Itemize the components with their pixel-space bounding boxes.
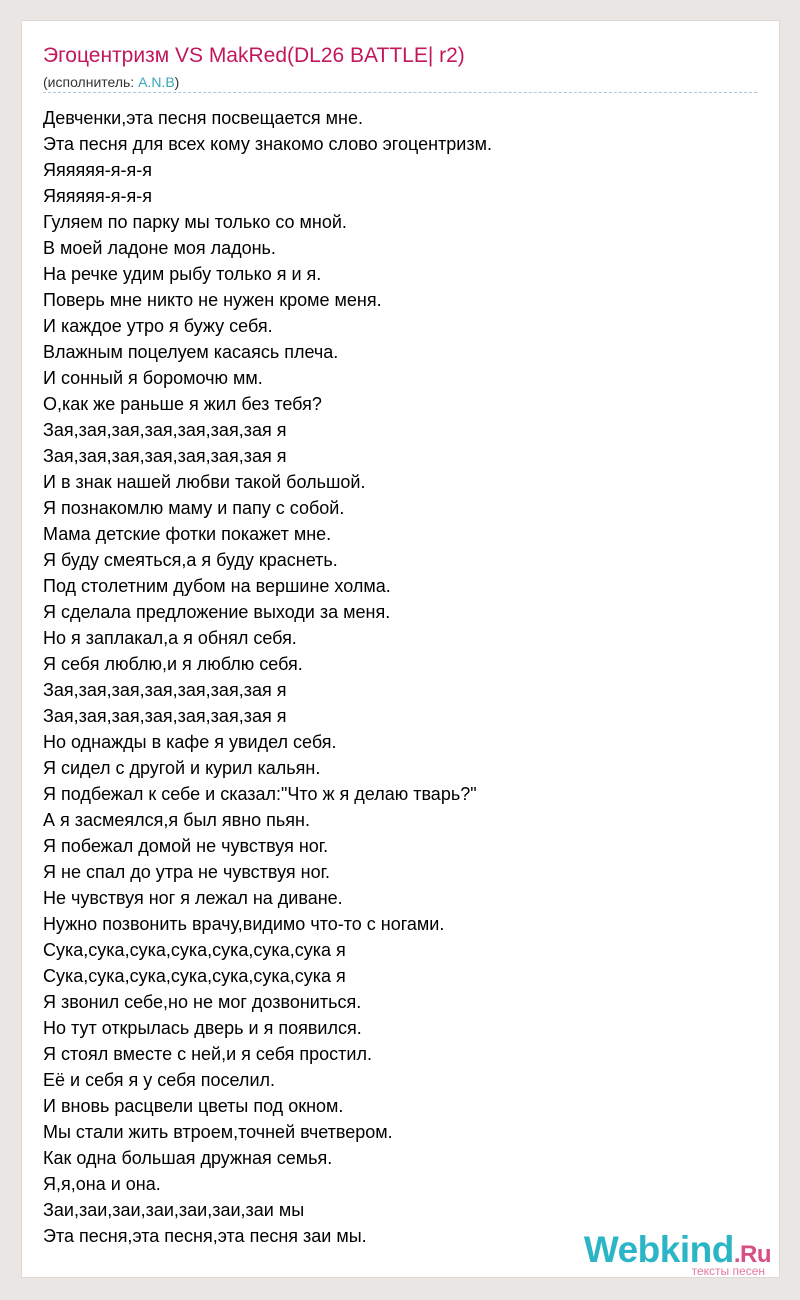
site-logo[interactable] [581, 1230, 771, 1278]
lyric-line: Я не спал до утра не чувствуя ног. [43, 862, 330, 882]
logo-tagline: тексты песен [691, 1264, 765, 1278]
lyric-line: Я сделала предложение выходи за меня. [43, 602, 391, 622]
lyric-line: В моей ладоне моя ладонь. [43, 238, 276, 258]
lyric-line: Поверь мне никто не нужен кроме меня. [43, 290, 382, 310]
logo-tld: .Ru [733, 1241, 771, 1268]
lyric-line: Заи,заи,заи,заи,заи,заи,заи мы [43, 1200, 305, 1220]
lyric-line: Но я заплакал,а я обнял себя. [43, 628, 297, 648]
lyric-line: Зая,зая,зая,зая,зая,зая,зая я [43, 420, 287, 440]
lyric-line: Сука,сука,сука,сука,сука,сука,сука я [43, 966, 346, 986]
lyric-line: Я стоял вместе с ней,и я себя простил. [43, 1044, 372, 1064]
lyric-line: Я подбежал к себе и сказал:"Что ж я делаю тварь?" [43, 784, 477, 804]
lyric-line: Не чувствуя ног я лежал на диване. [43, 888, 343, 908]
lyric-line: Гуляем по парку мы только со мной. [43, 212, 347, 232]
lyric-line: Сука,сука,сука,сука,сука,сука,сука я [43, 940, 346, 960]
lyric-line: Мы стали жить втроем,точней вчетвером. [43, 1122, 393, 1142]
lyric-line: И сонный я боромочю мм. [43, 368, 263, 388]
artist-link[interactable]: A.N.B [138, 74, 175, 90]
lyric-line: Эта песня,эта песня,эта песня заи мы. [43, 1226, 367, 1246]
title-divider [43, 92, 757, 93]
lyric-line: Девченки,эта песня посвещается мне. [43, 108, 363, 128]
lyric-line: Я звонил себе,но не мог дозвониться. [43, 992, 362, 1012]
lyric-line: Я побежал домой не чувствуя ног. [43, 836, 329, 856]
lyric-line: И в знак нашей любви такой большой. [43, 472, 366, 492]
lyric-line: Но однажды в кафе я увидел себя. [43, 732, 337, 752]
lyric-line: Как одна большая дружная семья. [43, 1148, 333, 1168]
artist-suffix: ) [174, 74, 180, 90]
lyric-line: И вновь расцвели цветы под окном. [43, 1096, 344, 1116]
lyric-line: А я засмеялся,я был явно пьян. [43, 810, 310, 830]
artist-line [43, 73, 179, 91]
lyric-line: И каждое утро я бужу себя. [43, 316, 273, 336]
lyric-line: Эта песня для всех кому знакомо слово эгоцентризм. [43, 134, 492, 154]
lyric-line: Яяяяяя-я-я-я [43, 186, 152, 206]
lyric-line: На речке удим рыбу только я и я. [43, 264, 322, 284]
lyric-line: Я буду смеяться,а я буду краснеть. [43, 550, 338, 570]
lyric-line: Я сидел с другой и курил кальян. [43, 758, 321, 778]
lyric-line: Я,я,она и она. [43, 1174, 161, 1194]
lyric-line: Я познакомлю маму и папу с собой. [43, 498, 345, 518]
lyrics-text [43, 105, 492, 1249]
lyric-line: Её и себя я у себя поселил. [43, 1070, 275, 1090]
lyric-line: Но тут открылась дверь и я появился. [43, 1018, 362, 1038]
lyric-line: Зая,зая,зая,зая,зая,зая,зая я [43, 680, 287, 700]
lyric-line: Зая,зая,зая,зая,зая,зая,зая я [43, 446, 287, 466]
lyric-line: Влажным поцелуем касаясь плеча. [43, 342, 339, 362]
artist-prefix: (исполнитель: [43, 74, 139, 90]
lyric-line: Яяяяяя-я-я-я [43, 160, 152, 180]
lyric-line: О,как же раньше я жил без тебя? [43, 394, 322, 414]
lyric-line: Нужно позвонить врачу,видимо что-то с ногами. [43, 914, 445, 934]
lyric-line: Зая,зая,зая,зая,зая,зая,зая я [43, 706, 287, 726]
lyric-line: Под столетним дубом на вершине холма. [43, 576, 391, 596]
song-title: Эгоцентризм VS MakRed(DL26 BATTLE| r2) [43, 44, 465, 67]
logo-main-text: Webkind [583, 1229, 734, 1270]
lyric-line: Мама детские фотки покажет мне. [43, 524, 332, 544]
lyric-line: Я себя люблю,и я люблю себя. [43, 654, 303, 674]
